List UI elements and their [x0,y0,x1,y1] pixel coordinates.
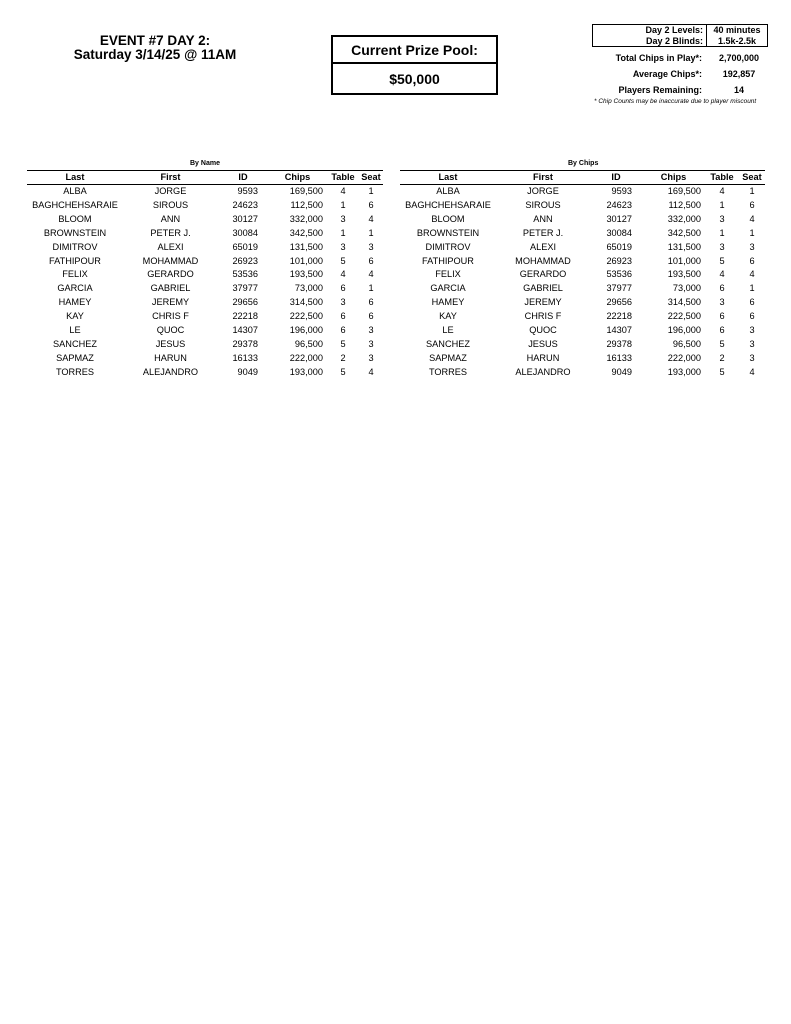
blinds-label: Day 2 Blinds: [645,35,703,46]
table-number-cell: 3 [719,241,725,252]
chips-cell: 222,500 [289,311,323,322]
last-name-cell: GARCIA [57,283,93,294]
seat-number-cell: 3 [749,352,755,363]
chips-cell: 112,500 [290,199,323,210]
first-name-cell: MOHAMMAD [515,255,571,266]
player-id-cell: 26923 [606,255,632,266]
seat-number-cell: 6 [368,255,374,266]
first-name-cell: GERARDO [147,269,194,280]
player-id-cell: 53536 [232,269,258,280]
levels-values [707,25,767,46]
player-row [27,213,383,227]
table-number-cell: 4 [340,269,346,280]
column-header-table: Table [327,171,359,185]
column-header-table: Table [705,171,739,185]
first-name-cell: ANN [533,213,553,224]
player-id-cell: 65019 [232,241,258,252]
last-name-cell: LE [442,325,454,336]
table-number-cell: 6 [719,283,725,294]
first-name-cell: SIROUS [525,199,561,210]
last-name-cell: SANCHEZ [53,338,97,349]
player-id-cell: 14307 [606,325,632,336]
chips-cell: 101,000 [667,255,701,266]
column-header-last: Last [400,171,496,185]
player-row [400,241,765,255]
last-name-cell: KAY [66,311,84,322]
last-name-cell: SANCHEZ [426,338,470,349]
player-row [400,185,765,199]
by-name-table [27,170,383,380]
seat-number-cell: 4 [749,213,755,224]
player-id-cell: 29378 [232,338,258,349]
table-number-cell: 5 [340,255,346,266]
seat-number-cell: 1 [749,283,755,294]
chips-cell: 112,500 [668,199,701,210]
last-name-cell: FELIX [435,269,461,280]
table-number-cell: 3 [340,241,346,252]
player-id-cell: 24623 [606,199,632,210]
player-row [27,199,383,213]
last-name-cell: BROWNSTEIN [43,227,107,238]
player-row [27,282,383,296]
column-header-first: First [496,171,590,185]
event-title [60,34,250,62]
table-number-cell: 1 [719,199,725,210]
first-name-cell: ALEJANDRO [515,366,571,377]
table-number-cell: 3 [340,213,346,224]
player-row [400,268,765,282]
player-row [400,338,765,352]
chips-cell: 169,500 [667,186,701,196]
total-chips-row [592,50,772,66]
first-name-cell: JEREMY [524,297,562,308]
column-header-id: ID [590,171,642,185]
chips-cell: 101,000 [289,255,323,266]
player-id-cell: 29656 [606,297,632,308]
by-chips-header-row [400,171,765,185]
chips-cell: 314,500 [289,297,323,308]
first-name-cell: HARUN [526,352,560,363]
seat-number-cell: 4 [368,269,374,280]
first-name-cell: JESUS [528,338,558,349]
table-number-cell: 3 [340,297,346,308]
player-row [27,227,383,241]
table-number-cell: 6 [719,311,725,322]
chips-cell: 193,500 [289,269,323,280]
seat-number-cell: 3 [749,241,755,252]
seat-number-cell: 4 [368,366,374,377]
levels-labels [593,25,707,46]
player-row [400,352,765,366]
first-name-cell: ALEXI [529,241,557,252]
by-chips-table [400,170,765,380]
table-number-cell: 2 [719,352,725,363]
chips-cell: 222,000 [289,352,323,363]
chip-count-disclaimer: * Chip Counts may be inaccurate due to player miscount [594,98,757,105]
chips-cell: 342,500 [289,227,323,238]
chips-cell: 332,000 [667,213,701,224]
table-number-cell: 5 [719,366,725,377]
seat-number-cell: 4 [749,269,755,280]
chips-cell: 131,500 [289,241,323,252]
player-id-cell: 16133 [606,352,632,363]
levels-label: Day 2 Levels: [645,25,703,35]
average-chips-label: Average Chips*: [632,69,702,79]
seat-number-cell: 3 [749,338,755,349]
players-remaining-label: Players Remaining: [618,85,702,95]
player-row [400,324,765,338]
seat-number-cell: 3 [368,338,374,349]
player-row [27,352,383,366]
first-name-cell: CHRIS F [524,311,562,322]
player-id-cell: 29656 [232,297,258,308]
player-id-cell: 30084 [606,227,632,238]
table-number-cell: 6 [340,283,346,294]
player-row [400,282,765,296]
last-name-cell: LE [69,325,81,336]
column-header-id: ID [218,171,268,185]
player-id-cell: 9593 [237,186,258,196]
blinds-value: 1.5k-2.5k [717,35,757,46]
player-row [400,255,765,269]
first-name-cell: JESUS [155,338,186,349]
first-name-cell: HARUN [154,352,187,363]
event-date: Saturday 3/14/25 @ 11AM [73,47,237,62]
player-row [400,199,765,213]
seat-number-cell: 1 [368,283,374,294]
player-row [27,366,383,380]
column-header-chips: Chips [268,171,327,185]
seat-number-cell: 4 [368,213,374,224]
last-name-cell: HAMEY [58,297,92,308]
table-number-cell: 1 [719,227,725,238]
average-chips-value: 192,857 [722,69,756,79]
column-header-seat: Seat [739,171,765,185]
last-name-cell: BAGHCHEHSARAIE [32,199,118,210]
chips-cell: 193,500 [667,269,701,280]
last-name-cell: ALBA [63,186,87,196]
seat-number-cell: 3 [368,352,374,363]
by-name-caption: By Name [190,160,220,167]
column-header-chips: Chips [642,171,705,185]
table-number-cell: 3 [719,213,725,224]
player-row [400,227,765,241]
first-name-cell: GABRIEL [523,283,563,294]
player-row [400,310,765,324]
last-name-cell: FELIX [62,269,88,280]
seat-number-cell: 1 [368,227,374,238]
last-name-cell: ALBA [436,186,460,196]
table-number-cell: 4 [719,269,725,280]
chips-cell: 169,500 [289,186,323,196]
table-number-cell: 3 [719,297,725,308]
last-name-cell: TORRES [55,366,95,377]
first-name-cell: PETER J. [150,227,191,238]
prize-pool-value: $50,000 [389,71,440,87]
first-name-cell: MOHAMMAD [142,255,199,266]
column-header-last: Last [27,171,123,185]
first-name-cell: QUOC [529,325,557,336]
first-name-cell: JEREMY [151,297,190,308]
player-row [27,268,383,282]
table-number-cell: 1 [340,199,346,210]
players-remaining-value: 14 [733,85,744,95]
player-row [27,185,383,199]
player-row [400,296,765,310]
seat-number-cell: 6 [749,311,755,322]
seat-number-cell: 3 [749,325,755,336]
levels-value: 40 minutes [713,25,761,35]
first-name-cell: GERARDO [519,269,567,280]
first-name-cell: SIROUS [152,199,189,210]
chips-cell: 314,500 [667,297,701,308]
last-name-cell: SAPMAZ [429,352,467,363]
table-number-cell: 5 [340,366,346,377]
player-row [27,338,383,352]
player-id-cell: 14307 [232,325,258,336]
last-name-cell: BLOOM [58,213,92,224]
player-id-cell: 16133 [232,352,258,363]
last-name-cell: KAY [439,311,457,322]
table-number-cell: 5 [719,255,725,266]
stats-panel [592,50,772,98]
player-id-cell: 22218 [232,311,258,322]
player-id-cell: 53536 [606,269,632,280]
first-name-cell: ANN [160,213,181,224]
first-name-cell: CHRIS F [152,311,189,322]
last-name-cell: TORRES [428,366,468,377]
first-name-cell: QUOC [156,325,185,336]
player-row [400,366,765,380]
first-name-cell: JORGE [154,186,187,196]
event-name: EVENT #7 DAY 2: [99,33,211,48]
levels-box [592,24,768,47]
last-name-cell: SAPMAZ [56,352,94,363]
player-id-cell: 24623 [232,199,258,210]
chips-cell: 193,000 [667,366,701,377]
first-name-cell: GABRIEL [150,283,191,294]
by-chips-caption: By Chips [568,160,599,167]
chips-cell: 196,000 [289,325,323,336]
players-remaining-row [592,82,772,98]
last-name-cell: DIMITROV [52,241,98,252]
chips-cell: 131,500 [667,241,701,252]
last-name-cell: BROWNSTEIN [416,227,480,238]
total-chips-label: Total Chips in Play*: [615,53,702,63]
player-row [27,296,383,310]
table-number-cell: 6 [340,325,346,336]
player-id-cell: 30084 [232,227,258,238]
chips-cell: 196,000 [667,325,701,336]
seat-number-cell: 4 [749,366,755,377]
seat-number-cell: 6 [368,199,374,210]
last-name-cell: GARCIA [430,283,466,294]
seat-number-cell: 1 [368,186,374,196]
player-id-cell: 9593 [611,186,632,196]
column-header-seat: Seat [359,171,383,185]
table-number-cell: 6 [719,325,725,336]
first-name-cell: ALEXI [157,241,184,252]
seat-number-cell: 1 [749,227,755,238]
player-row [27,324,383,338]
player-id-cell: 37977 [606,283,632,294]
first-name-cell: JORGE [527,186,559,196]
table-number-cell: 2 [340,352,346,363]
chips-cell: 222,500 [667,311,701,322]
last-name-cell: HAMEY [431,297,465,308]
player-id-cell: 26923 [232,255,258,266]
player-row [27,310,383,324]
seat-number-cell: 1 [749,186,755,196]
chips-cell: 222,000 [667,352,701,363]
seat-number-cell: 6 [749,297,755,308]
player-id-cell: 37977 [232,283,258,294]
average-chips-row [592,66,772,82]
last-name-cell: FATHIPOUR [49,255,101,266]
seat-number-cell: 6 [749,255,755,266]
chips-cell: 96,500 [672,338,701,349]
player-id-cell: 65019 [606,241,632,252]
chips-cell: 96,500 [294,338,323,349]
table-number-cell: 4 [719,186,725,196]
first-name-cell: ALEJANDRO [142,366,199,377]
player-id-cell: 22218 [606,311,632,322]
chips-cell: 342,500 [667,227,701,238]
player-id-cell: 29378 [606,338,632,349]
table-number-cell: 1 [340,227,346,238]
seat-number-cell: 3 [368,325,374,336]
seat-number-cell: 6 [368,311,374,322]
table-number-cell: 5 [719,338,725,349]
seat-number-cell: 6 [749,199,755,210]
by-name-header-row [27,171,383,185]
prize-pool-label: Current Prize Pool: [333,37,496,64]
player-row [27,255,383,269]
player-id-cell: 9049 [237,366,258,377]
chips-cell: 73,000 [294,283,323,294]
chips-cell: 193,000 [289,366,323,377]
player-row [400,213,765,227]
table-number-cell: 6 [340,311,346,322]
last-name-cell: DIMITROV [425,241,471,252]
last-name-cell: BLOOM [431,213,465,224]
first-name-cell: PETER J. [522,227,564,238]
chips-cell: 73,000 [672,283,701,294]
prize-pool-box [331,35,498,95]
table-number-cell: 5 [340,338,346,349]
table-number-cell: 4 [340,186,346,196]
seat-number-cell: 3 [368,241,374,252]
player-id-cell: 9049 [611,366,632,377]
seat-number-cell: 6 [368,297,374,308]
player-id-cell: 30127 [232,213,258,224]
column-header-first: First [123,171,218,185]
player-id-cell: 30127 [606,213,632,224]
last-name-cell: FATHIPOUR [422,255,474,266]
last-name-cell: BAGHCHEHSARAIE [405,199,491,210]
chips-cell: 332,000 [289,213,323,224]
player-row [27,241,383,255]
total-chips-value: 2,700,000 [718,53,760,63]
